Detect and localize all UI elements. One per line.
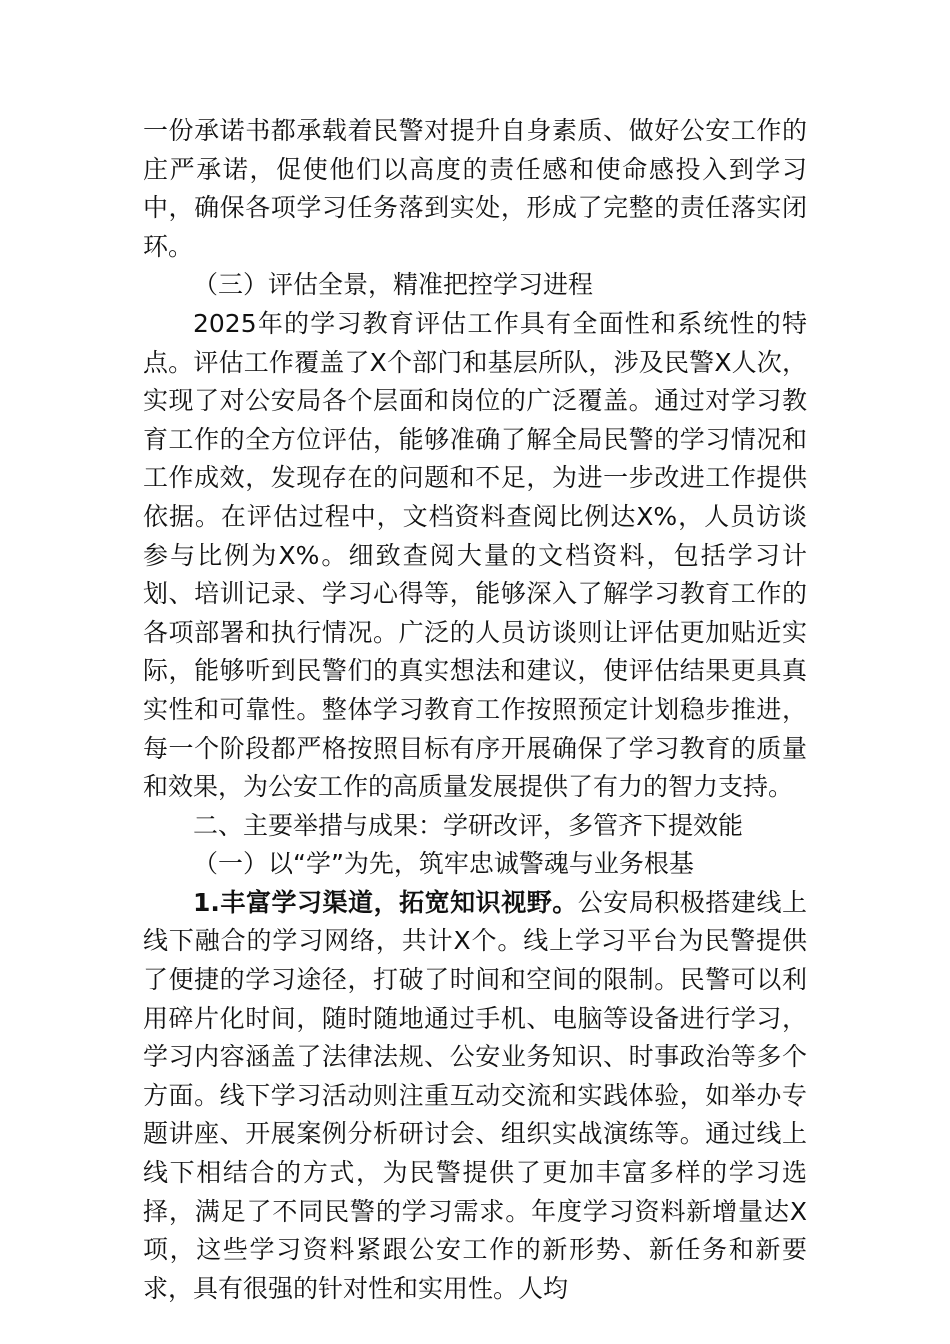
paragraph-text: 公安局积极搭建线上线下融合的学习网络，共计X个。线上学习平台为民警提供了便捷的学习途径，打破了时间和空间的限制。民警可以利用碎片化时间，随时随地通过手机、电脑等设备进行学习，学习内容涵盖了法律法规、公安业务知识、时事政治等多个方面。线下学习活动则注重互动交流和实践体验，如举办专题讲座、开展案例分析研讨会、组织实战演练等。通过线上线下相结合的方式，为民警提供了更加丰富多样的学习选择，满足了不同民警的学习需求。年度学习资料新增量达X项，这些学习资料紧跟公安工作的新形势、新任务和新要求，具有很强的针对性和实用性。人均 [143, 887, 807, 1303]
section-heading: （一）以“学”为先，筑牢忠诚警魂与业务根基 [193, 849, 694, 879]
section-heading: （三）评估全景，精准把控学习进程 [193, 270, 594, 300]
document-body [143, 112, 807, 1308]
body-paragraph: 一份承诺书都承载着民警对提升自身素质、做好公安工作的庄严承诺，促使他们以高度的责任感和使命感投入到学习中，确保各项学习任务落到实处，形成了完整的责任落实闭环。 [143, 116, 807, 261]
body-paragraph [143, 884, 807, 1309]
lead-sentence: 1.丰富学习渠道，拓宽知识视野。 [193, 887, 578, 917]
body-paragraph: 2025年的学习教育评估工作具有全面性和系统性的特点。评估工作覆盖了X个部门和基层所队，涉及民警X人次，实现了对公安局各个层面和岗位的广泛覆盖。通过对学习教育工作的全方位评估，能够准确了解全局民警的学习情况和工作成效，发现存在的问题和不足，为进一步改进工作提供依据。在评估过程中，文档资料查阅比例达X%，人员访谈参与比例为X%。细致查阅大量的文档资料，包括学习计划、培训记录、学习心得等，能够深入了解学习教育工作的各项部署和执行情况。广泛的人员访谈则让评估更加贴近实际，能够听到民警们的真实想法和建议，使评估结果更具真实性和可靠性。整体学习教育工作按照预定计划稳步推进，每一个阶段都严格按照目标有序开展确保了学习教育的质量和效果，为公安工作的高质量发展提供了有力的智力支持。 [143, 308, 807, 802]
chapter-heading: 二、主要举措与成果：学研改评，多管齐下提效能 [193, 810, 744, 840]
